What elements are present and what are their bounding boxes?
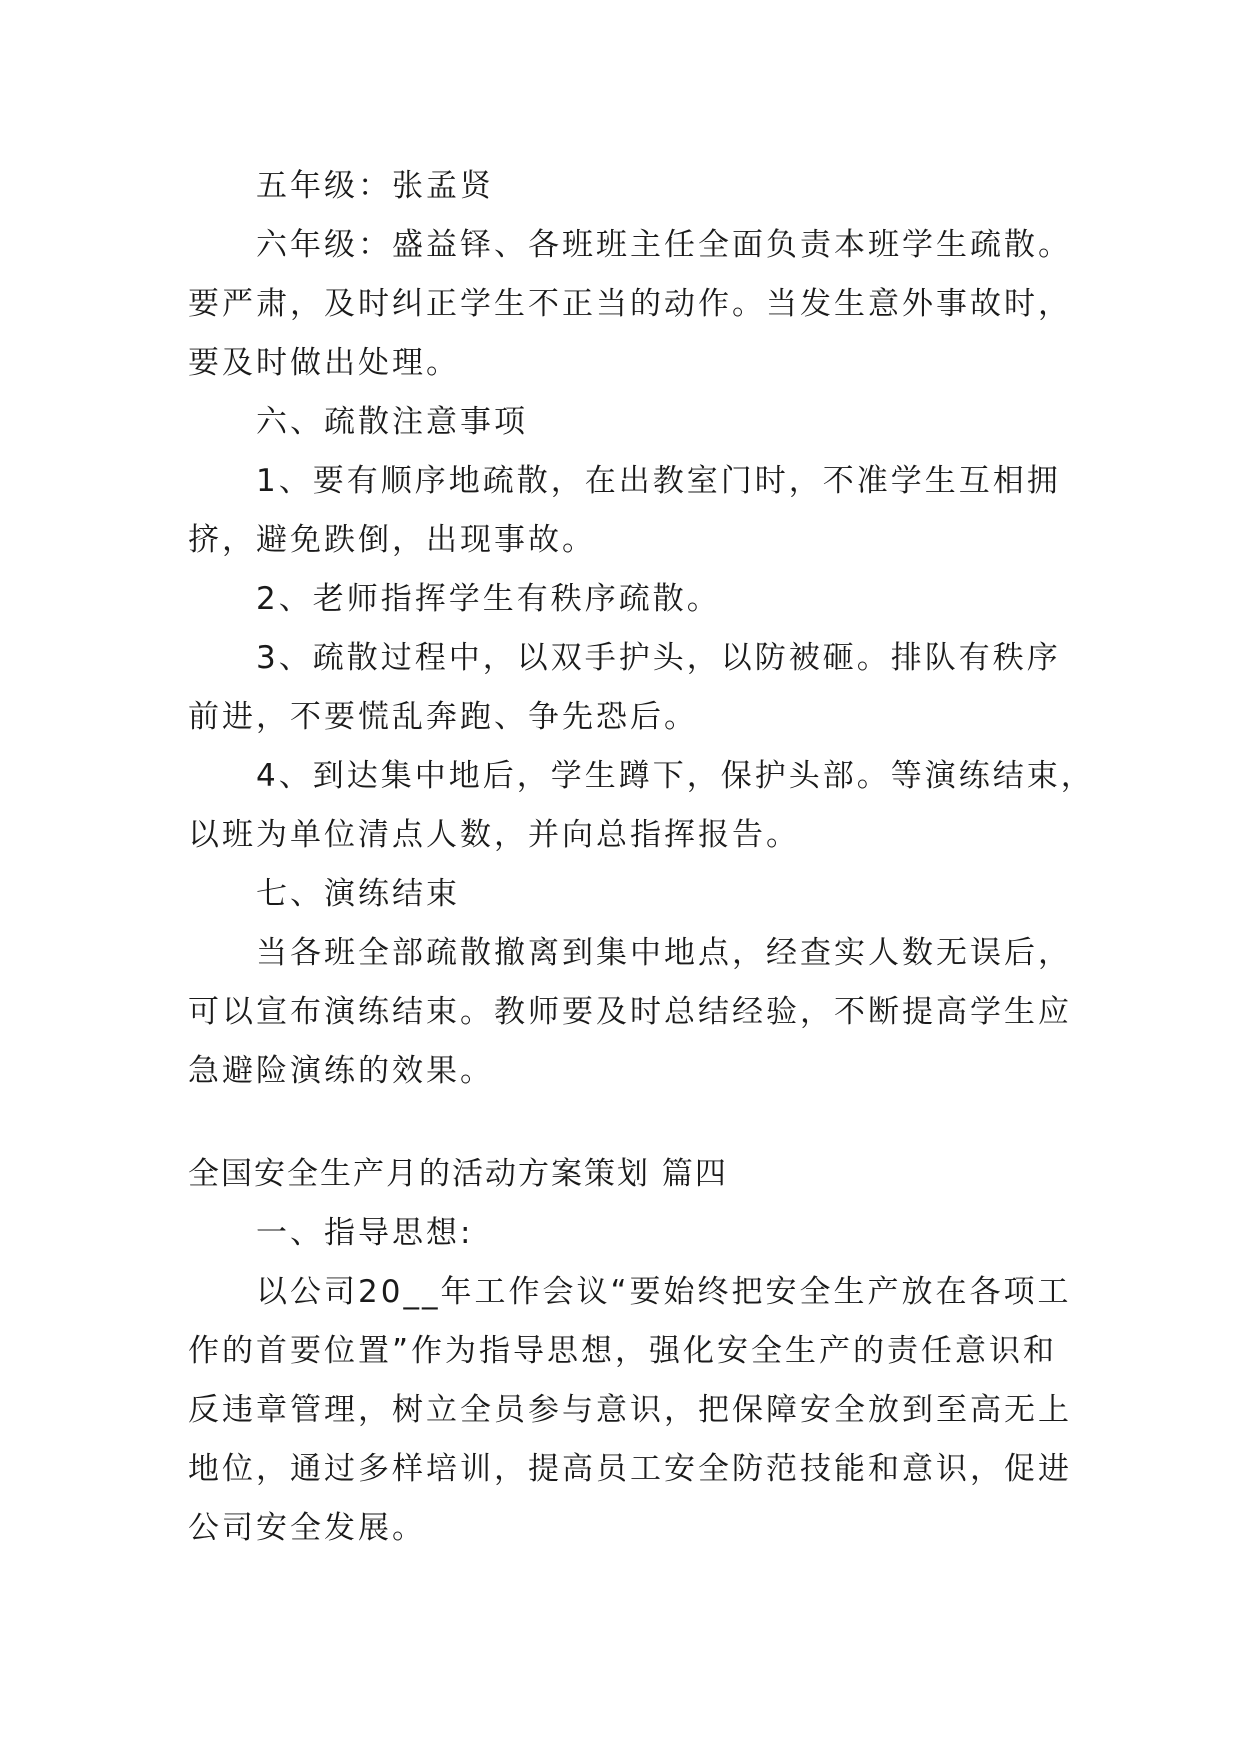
section-two-body (188, 1204, 1072, 1558)
text-line: 以班为单位清点人数，并向总指挥报告。 (188, 817, 800, 853)
section-heading-six: 六、疏散注意事项 (256, 404, 528, 440)
text-line: 地位，通过多样培训，提高员工安全防范技能和意识，促进 (188, 1451, 1072, 1487)
subheading-guiding-thought: 一、指导思想: (256, 1215, 474, 1251)
text-line: 公司安全发展。 (188, 1510, 426, 1546)
text-line: 2、老师指挥学生有秩序疏散。 (256, 581, 721, 617)
text-line: 要及时做出处理。 (188, 345, 460, 381)
text-line: 挤，避免跌倒，出现事故。 (188, 522, 596, 558)
text-line: 作的首要位置”作为指导思想，强化安全生产的责任意识和 (188, 1333, 1058, 1369)
text-line: 五年级：张孟贤 (256, 168, 494, 204)
text-line: 可以宣布演练结束。教师要及时总结经验，不断提高学生应 (188, 994, 1072, 1030)
section-two-title: 全国安全生产月的活动方案策划 篇四 (188, 1156, 728, 1192)
text-line: 3、疏散过程中，以双手护头，以防被砸。排队有秩序 (256, 640, 1061, 676)
text-line: 六年级：盛益铎、各班班主任全面负责本班学生疏散。 (256, 227, 1072, 263)
section-one-body (188, 157, 1095, 1101)
text-line: 1、要有顺序地疏散，在出教室门时，不准学生互相拥 (256, 463, 1061, 499)
text-line: 急避险演练的效果。 (188, 1053, 494, 1089)
text-line: 前进，不要慌乱奔跑、争先恐后。 (188, 699, 698, 735)
text-line: 反违章管理，树立全员参与意识，把保障安全放到至高无上 (188, 1392, 1072, 1428)
text-line: 以公司20__年工作会议“要始终把安全生产放在各项工 (256, 1274, 1072, 1310)
text-line: 要严肃，及时纠正学生不正当的动作。当发生意外事故时， (188, 286, 1072, 322)
text-line: 4、到达集中地后，学生蹲下，保护头部。等演练结束， (256, 758, 1095, 794)
text-line: 当各班全部疏散撤离到集中地点，经查实人数无误后， (256, 935, 1072, 971)
section-heading-seven: 七、演练结束 (256, 876, 460, 912)
